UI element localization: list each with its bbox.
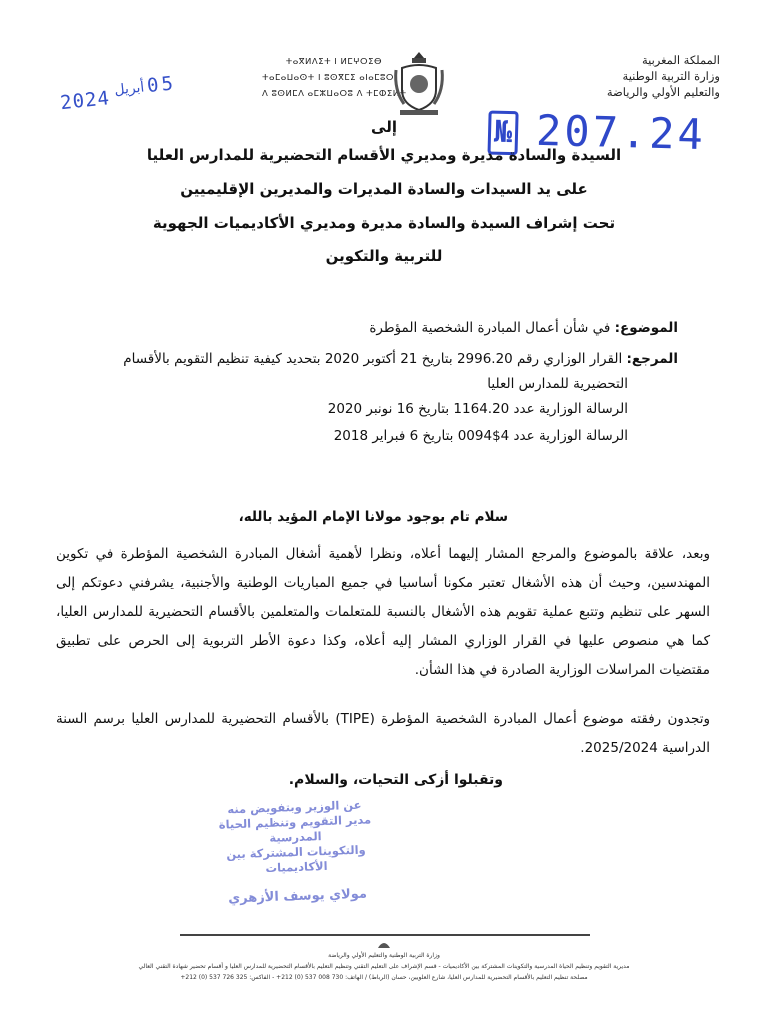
footer-line-1: وزارة التربية الوطنية والتعليم الأولي والرياضة <box>328 952 440 959</box>
date-stamp-year: 2024 <box>59 87 112 115</box>
subject-line <box>369 320 678 336</box>
ministry-header-arabic <box>550 52 720 100</box>
tifinagh-line-1: ⵜⴰⴳⵍⴷⵉⵜ ⵏ ⵍⵎⵖⵔⵉⴱ <box>285 57 382 67</box>
address-line-4: للتربية والتكوين <box>325 247 443 265</box>
footer-line-3: مصلحة تنظيم التعليم بالأقسام التحضيرية للمدارس العليا، شارع العلويين، حسان (الرباط) / الهاتف: 730 008 537 (0) 212+ - الفاكس: 325 726 537 (0) 212+ <box>180 974 588 981</box>
royal-emblem-icon <box>392 50 446 118</box>
address-line-1: السيدة والسادة مديرة ومديري الأقسام التحضيرية للمدارس العليا <box>146 146 622 164</box>
address-line-2: على يد السيدات والسادة المديرات والمديرين الإقليميين <box>180 180 588 198</box>
ministry-name-line-2: والتعليم الأولي والرياضة <box>606 85 720 99</box>
date-stamp-day: 05 <box>145 72 177 98</box>
body-paragraph-2: وتجدون رفقته موضوع أعمال المبادرة الشخصية المؤطرة (TIPE) بالأقسام التحضيرية للمدارس العليا برسم السنة الدراسية 2025/2024. <box>56 711 711 756</box>
signature-stamp <box>204 797 388 907</box>
number-sign: № <box>487 110 518 155</box>
signature-line-3: والتكوينات المشتركة بين الأكاديميات <box>226 842 366 876</box>
ministry-header-tifinagh <box>262 54 407 102</box>
address-line-3: تحت إشراف السيدة والسادة مديرة ومديري الأكاديميات الجهوية <box>152 214 616 232</box>
kingdom-label: المملكة المغربية <box>641 53 720 67</box>
tifinagh-line-2: ⵜⴰⵎⴰⵡⴰⵙⵜ ⵏ ⵓⵙⴳⵎⵉ ⴰⵏⴰⵎⵓⵔ <box>262 73 394 83</box>
body-paragraph-1: وبعد، علاقة بالموضوع والمرجع المشار إليهما أعلاه، ونظرا لأهمية أشغال المبادرة الشخصية المؤطرة في تكوين المهندسين، وحيث أن هذه الأشغال تعتبر مكونا أساسيا في جميع المباريات الوطنية والأجنبية، يشرفني دعوتكم إلى السهر على تنظيم وتتبع عملية تقويم هذه الأشغال بالنسبة للمتعلمات والمتعلمين بالأقسام التحضيرية للمدارس العليا، كما هي منصوص عليها في القرار الوزاري المشار إليه أعلاه، وكذا دعوة الأطر التربوية إلى الحرص على تطبيق مقتضيات المراسلات الوزارية الصادرة في هذا الشأن. <box>56 546 710 678</box>
reference-line <box>123 351 678 367</box>
closing-line: وتقبلوا أزكى التحيات، والسلام. <box>288 772 503 788</box>
signatory-name: مولاي يوسف الأزهري <box>227 886 368 907</box>
reference-1: القرار الوزاري رقم 2996.20 بتاريخ 21 أكتوبر 2020 بتحديد كيفية تنظيم التقويم بالأقسام <box>123 351 623 367</box>
signature-line-1: عن الوزير وبتفويض منه <box>227 797 362 817</box>
ministry-name-line-1: وزارة التربية الوطنية <box>622 69 720 83</box>
footer <box>100 950 668 983</box>
to-label: إلى <box>371 118 397 136</box>
reference-label: المرجع: <box>626 351 678 367</box>
reference-2: الرسالة الوزارية عدد 1164.20 بتاريخ 16 نونبر 2020 <box>327 401 628 417</box>
tifinagh-line-3: ⴷ ⵓⵙⵍⵎⴷ ⴰⵎⵣⵡⴰⵔⵓ ⴷ ⵜⵎⵀⵉⵍⵜ <box>262 89 407 99</box>
date-stamp-month: أبريل <box>113 79 146 99</box>
footer-line-2: مديرية التقويم وتنظيم الحياة المدرسية والتكوينات المشتركة بين الأكاديميات - قسم الإشراف على التعليم التقني وتنظيم التعليم بالأقسام التحضيرية للمدارس العليا و أقسام تحضير شهادة التقني العالي <box>138 963 630 970</box>
footer-emblem-icon <box>374 938 394 950</box>
reference-3: الرسالة الوزارية عدد 4$0094 بتاريخ 6 فبراير 2018 <box>333 428 628 444</box>
footer-divider <box>180 934 590 936</box>
signature-line-2: مدير التقويم وتنظيم الحياة المدرسية <box>218 812 372 845</box>
date-stamp <box>58 72 181 120</box>
greeting: سلام تام بوجود مولانا الإمام المؤيد بالله، <box>238 509 508 525</box>
subject-text: في شأن أعمال المبادرة الشخصية المؤطرة <box>369 320 611 336</box>
reference-number: 207.24 <box>535 105 707 160</box>
reference-1-continued: التحضيرية للمدارس العليا <box>487 376 628 392</box>
subject-label: الموضوع: <box>614 320 678 336</box>
